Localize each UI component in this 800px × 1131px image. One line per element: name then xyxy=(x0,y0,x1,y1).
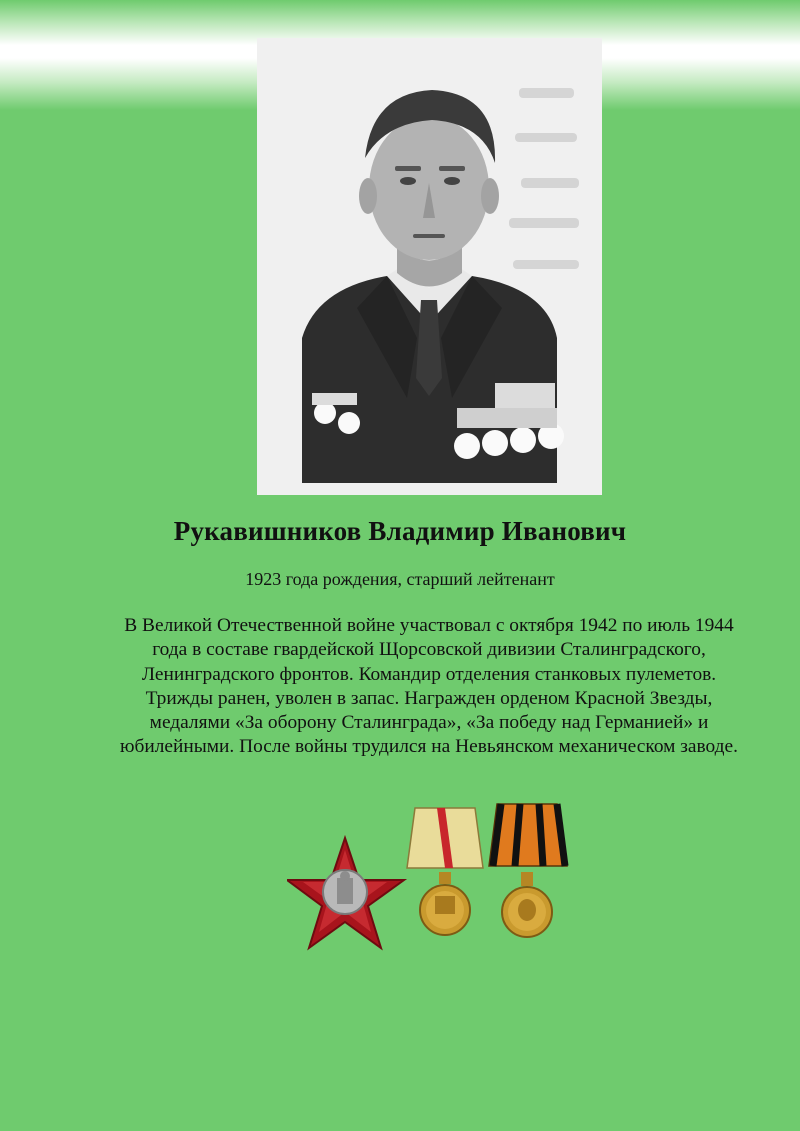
portrait-illustration xyxy=(257,38,602,495)
person-biography: В Великой Отечественной войне участвовал с октября 1942 по июль 1944 года в составе гвардейской Щорсовской дивизии Сталинградского, Ленинградского фронтов. Командир отделения станковых пулеметов. Трижды ранен, уволен в запас. Награжден орденом Красной Звезды, медалями «За оборону Сталинграда», «За победу над Германией» и юбилейными. После войны трудился на Невьянском механическом заводе. xyxy=(119,615,739,758)
person-name: Рукавишников Владимир Иванович xyxy=(173,516,627,546)
portrait-photo xyxy=(257,38,602,495)
victory-over-germany-medal-icon xyxy=(489,804,567,937)
awards-row xyxy=(287,800,577,960)
stalingrad-defense-medal-icon xyxy=(407,808,483,935)
person-subtitle: 1923 года рождения, старший лейтенант xyxy=(245,569,555,589)
red-star-order-icon xyxy=(287,838,404,948)
